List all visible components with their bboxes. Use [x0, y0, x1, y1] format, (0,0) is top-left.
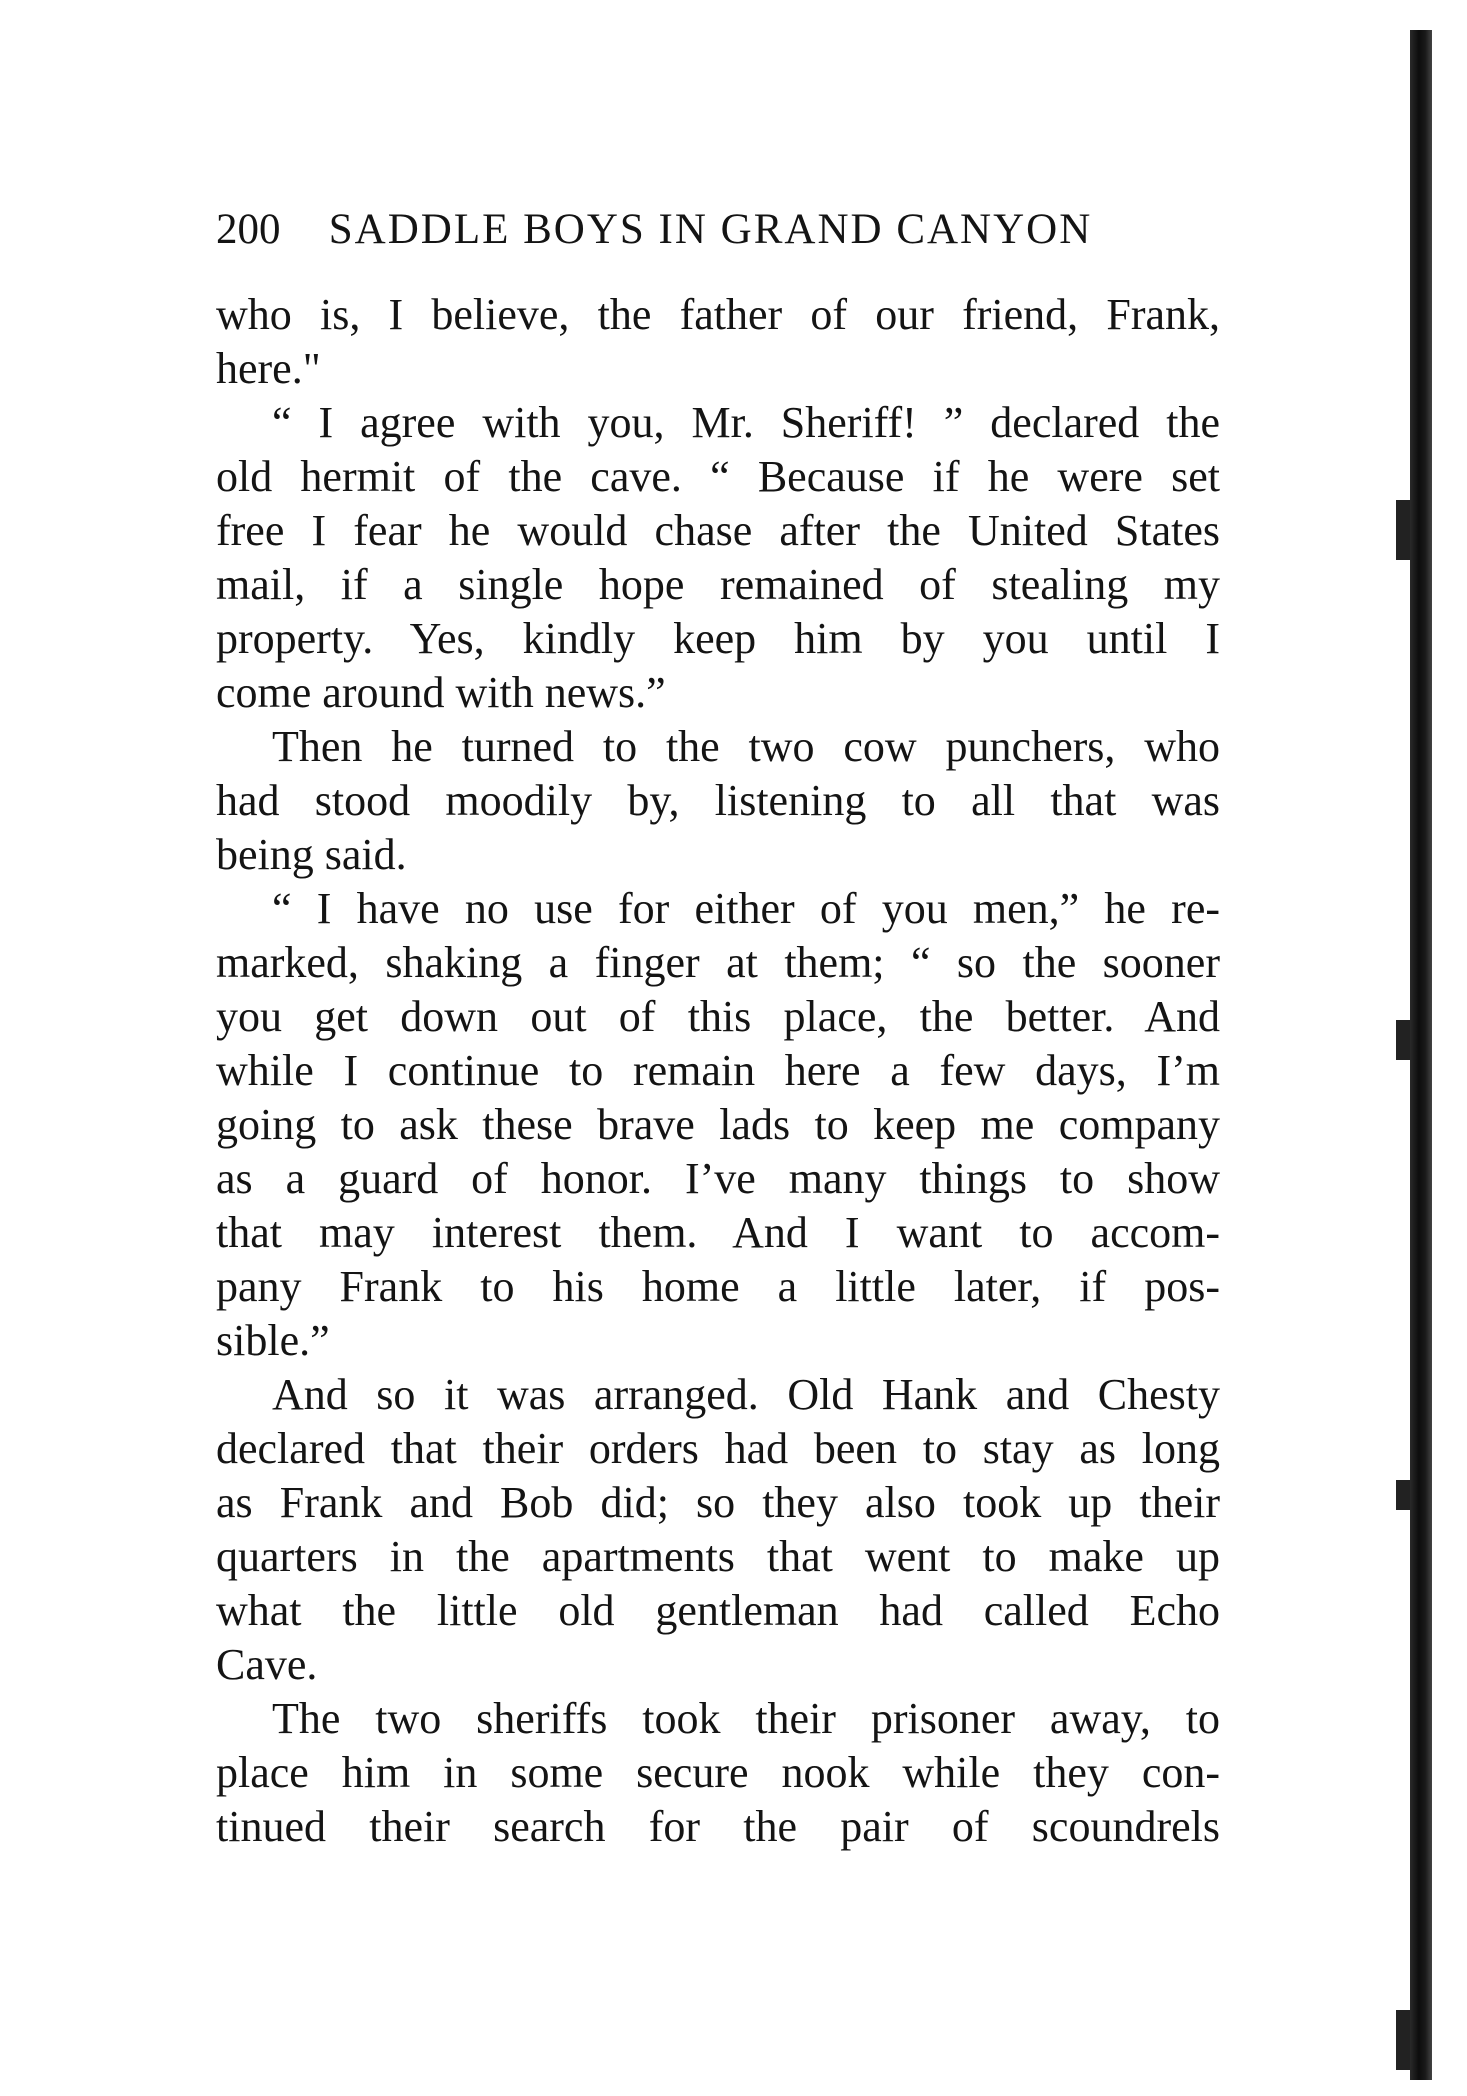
- scan-artifact: [1396, 1480, 1410, 1510]
- text-line: what the little old gentleman had called Echo: [216, 1586, 1220, 1635]
- scan-artifact: [1396, 500, 1410, 560]
- text-line: come around with news.”: [216, 668, 666, 717]
- text-line: property. Yes, kindly keep him by you until I: [216, 614, 1220, 663]
- text-line: pany Frank to his home a little later, if pos-: [216, 1262, 1220, 1311]
- text-line: “ I agree with you, Mr. Sheriff! ” declared the: [272, 398, 1220, 447]
- text-line: Then he turned to the two cow punchers, who: [272, 722, 1220, 771]
- text-line: place him in some secure nook while they con-: [216, 1748, 1220, 1797]
- text-line: marked, shaking a finger at them; “ so the sooner: [216, 938, 1220, 987]
- scan-artifact: [1396, 2010, 1410, 2070]
- scan-artifact: [1396, 1020, 1410, 1060]
- page-number: 200: [216, 206, 281, 253]
- text-line: And so it was arranged. Old Hank and Chesty: [272, 1370, 1220, 1419]
- text-line: going to ask these brave lads to keep me company: [216, 1100, 1220, 1149]
- text-line: mail, if a single hope remained of stealing my: [216, 560, 1220, 609]
- text-line: sible.”: [216, 1316, 330, 1365]
- text-line: as a guard of honor. I’ve many things to show: [216, 1154, 1220, 1203]
- text-line: “ I have no use for either of you men,” he re-: [272, 884, 1220, 933]
- text-line: The two sheriffs took their prisoner away, to: [272, 1694, 1220, 1743]
- running-head: [216, 205, 1216, 265]
- body-text: [216, 288, 1220, 1854]
- text-line: old hermit of the cave. “ Because if he were set: [216, 452, 1220, 501]
- text-line: you get down out of this place, the better. And: [216, 992, 1220, 1041]
- text-line: while I continue to remain here a few days, I’m: [216, 1046, 1220, 1095]
- book-title: SADDLE BOYS IN GRAND CANYON: [328, 206, 1093, 253]
- text-line: as Frank and Bob did; so they also took up their: [216, 1478, 1220, 1527]
- text-line: Cave.: [216, 1640, 318, 1689]
- text-line: being said.: [216, 830, 407, 879]
- text-line: free I fear he would chase after the United States: [216, 506, 1220, 555]
- text-line: quarters in the apartments that went to make up: [216, 1532, 1220, 1581]
- text-line: here.": [216, 344, 321, 393]
- text-line: had stood moodily by, listening to all that was: [216, 776, 1220, 825]
- text-line: who is, I believe, the father of our friend, Frank,: [216, 290, 1220, 339]
- text-line: declared that their orders had been to stay as long: [216, 1424, 1220, 1473]
- text-line: tinued their search for the pair of scoundrels: [216, 1802, 1220, 1851]
- binding-edge: [1410, 30, 1432, 2080]
- text-line: that may interest them. And I want to accom-: [216, 1208, 1220, 1257]
